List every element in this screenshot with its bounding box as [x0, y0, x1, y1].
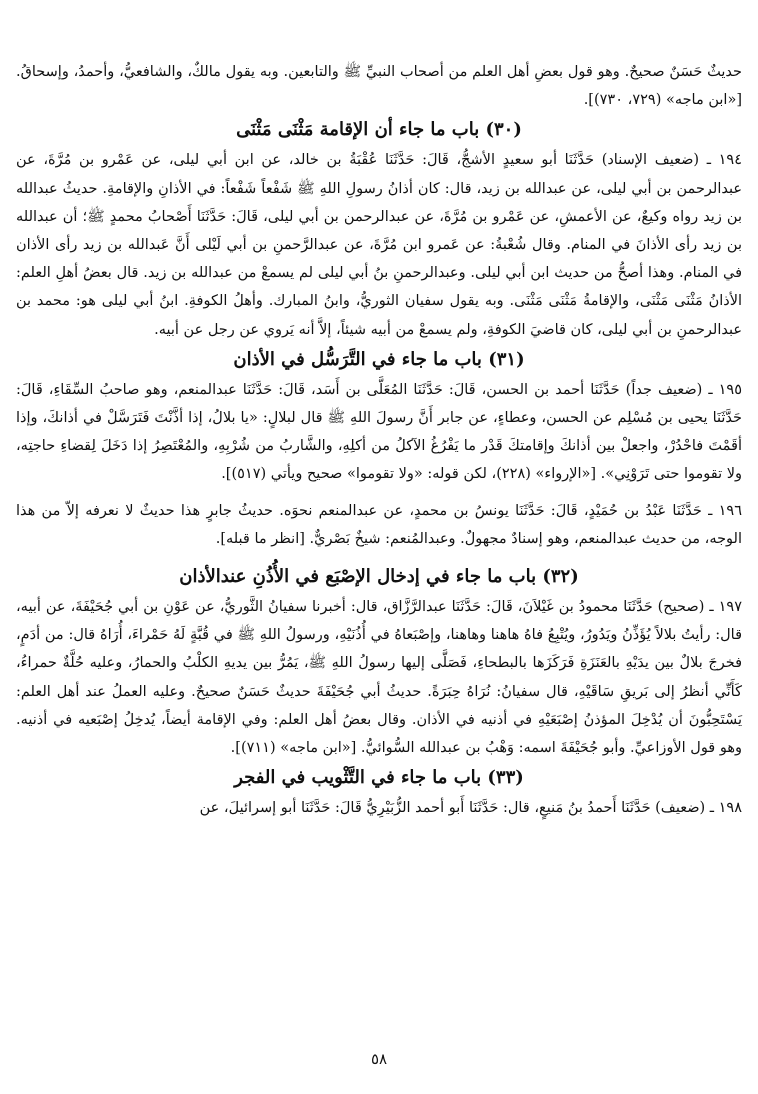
paragraph-hadith-197: ١٩٧ ـ (صحيح) حَدَّثَنَا محمودُ بن غَيْلاَنَ، قَالَ: حَدَّثَنَا عبدالرَّزَّاق، قال: أخبرنا سفيانُ الثَّوريُّ، عن عَوْنِ بن أبي جُحَيْفَةَ، عن أبيه، قال: رأيتُ بلالاً يُؤَذِّنُ ويَدُورُ، ويُتْبِعُ فاهُ هاهنا وهاهنا، وإصْبَعاهُ في أُذُنَيْهِ، ورسولُ اللهِ ﷺ في قُبَّةٍ لَهُ حَمْراءَ، أُرَاهُ قال: من أدَمٍ، فخرجَ بلالٌ بين يدَيْهِ بالعَنَزَةِ فَرَكَزَها بالبطحاءِ، فَصَلَّى إليها رسولُ اللهِ ﷺ، يَمُرُّ بين يديهِ الكلْبُ والحمارُ، وعليه حُلَّةٌ حمراءُ، كَأَنِّي أنظرُ إلى بَريقِ سَاقَيْهِ، قال سفيانُ: نُرَاهُ حِبَرَةً. حديثُ أبي جُحَيْفَةَ حديثٌ حَسَنٌ صحيحٌ. وعليه العملُ عند أهل العلم: يَسْتَحِبُّونَ أن يُدْخِلَ المؤذنُ إصْبَعَيْهِ في أذنيه في الأذان. وقال بعضُ أهل العلم: وفي الإقامة أيضاً، يُدخِلُ إصْبَعيه في أذنيه. وهو قول الأوزاعيِّ. وأبو جُحَيْفَةَ اسمه: وَهْبُ بن عبدالله السُّوائيُّ. [«ابن ماجه» (٧١١)]. [16, 599, 742, 757]
chapter-heading-31: (٣١) باب ما جاء في التَّرَسُّل في الأذان [233, 348, 525, 370]
paragraph-hadith-198: ١٩٨ ـ (ضعيف) حَدَّثَنَا أَحمدُ بنُ مَنيعٍ، قال: حَدَّثَنَا أَبو أحمد الزُّبَيْرِيُّ قَالَ: حَدَّثَنَا أبو إسرائيلَ، عن [199, 800, 742, 817]
chapter-heading-33: (٣٣) باب ما جاء في التَّثْويب في الفجر [234, 767, 524, 789]
page-body [16, 58, 742, 822]
paragraph-hadith-195: ١٩٥ ـ (ضعيف جداً) حَدَّثَنَا أحمد بن الحسن، قَالَ: حَدَّثَنَا المُعَلَّى بن أَسَد، قَالَ: حَدَّثَنَا عبدالمنعم، وهو صاحبُ السِّقَاءِ، قَالَ: حَدَّثَنَا يحيى بن مُسْلِم عن الحسن، وعطاءٍ، عن جابر أَنَّ رسولَ اللهِ ﷺ قال لبلالٍ: «يا بلالُ، إذا أذَّنْتَ فَتَرَسَّلْ في أذانكَ، وإذا أقَمْتَ فاحْدُرْ، واجعلْ بين أذانكَ وإقامتكَ قَدْر ما يَفْرُغُ الآكلُ من أكلِهِ، والشَّاربُ من شُرْبِهِ، والمُعْتَصِرُ إذا دَخَلَ لِقضاءِ حاجتِه، ولا تقوموا حتى تَرَوْنِي». [«الإرواء» (٢٢٨)، لكن قوله: «ولا تقوموا» صحيح ويأتي (٥١٧)]. [16, 381, 742, 483]
paragraph-hadith-196: ١٩٦ ـ حَدَّثَنَا عَبْدُ بن حُمَيْدٍ، قَالَ: حَدَّثَنَا يونسُ بن محمدٍ، عن عبدالمنعم نحوَه. حديثُ جابرٍ هذا حديثٌ لا نعرفه إلاّ من هذا الوجه، من حديث عبدالمنعم، وهو إسنادٌ مجهولٌ. وعبدالمُنعم: شيخٌ بَصْريٌّ. [انظر ما قبله]. [16, 502, 742, 547]
page-number: ٥٨ [370, 1050, 388, 1068]
chapter-heading-30: (٣٠) باب ما جاء أن الإقامة مَثْنَى مَثْنَى [236, 119, 522, 141]
paragraph-hadith-commentary: حديثٌ حَسَنٌ صحيحٌ. وهو قول بعضِ أهل العلم من أصحاب النبيِّ ﷺ والتابعين. وبه يقول مالكٌ، والشافعيُّ، وأحمدُ، وإسحاقُ. [«ابن ماجه» (٧٢٩، ٧٣٠)]. [16, 64, 742, 109]
chapter-heading-32: (٣٢) باب ما جاء في إدخال الإصْبَع في الأُذُنِ عندالأذان [179, 566, 579, 588]
paragraph-hadith-194: ١٩٤ ـ (ضعيف الإسناد) حَدَّثَنَا أبو سعيدٍ الأشجُّ، قَالَ: حَدَّثَنَا عُقْبَةُ بن خالد، عن ابن أبي ليلى، عن عَمْرو بن مُرَّةَ، عن عبدالرحمن بن أبي ليلى، عن عبدالله بن زيد، قال: كان أذانُ رسولِ اللهِ ﷺ شَفْعاً شَفْعاً: في الأذانِ والإقامةِ. حديثُ عبدالله بن زيد رواه وكيعٌ، عن الأعمشِ، عن عَمْرو بن مُرَّةَ، عن عبدالرحمن بن أبي ليلى، قَالَ: حَدَّثَنَا أَصْحابُ محمدٍ ﷺ؛ أن عبدالله بن زيد رأى الأذانَ في المنام. وقال شُعْبةُ: عن عَمرو ابن مُرَّةَ، عن عبدالرَّحمنِ بن أبي لَيْلى أَنَّ عَبدالله بن زيد رأى الأذان في المنام. وهذا أصحُّ من حديث ابن أبي ليلى. وعبدالرحمنِ بنُ أبي ليلى لم يسمعْ من عبدالله بن زيد. قال بعضُ أهلِ العلم: الأذانُ مَثْنَى مَثْنَى، والإقامةُ مَثْنَى مَثْنَى. وبه يقول سفيان الثوريُّ، وابنُ المبارك. وأهلُ الكوفةِ. ابنُ أبي ليلى هو: محمد بن عبدالرحمنِ بن أبي ليلى، كان قاضيَ الكوفةِ، ولم يسمعْ من أبيه شيئاً، إلاَّ أنه يَروي عن رجل عن أبيه. [16, 152, 742, 338]
